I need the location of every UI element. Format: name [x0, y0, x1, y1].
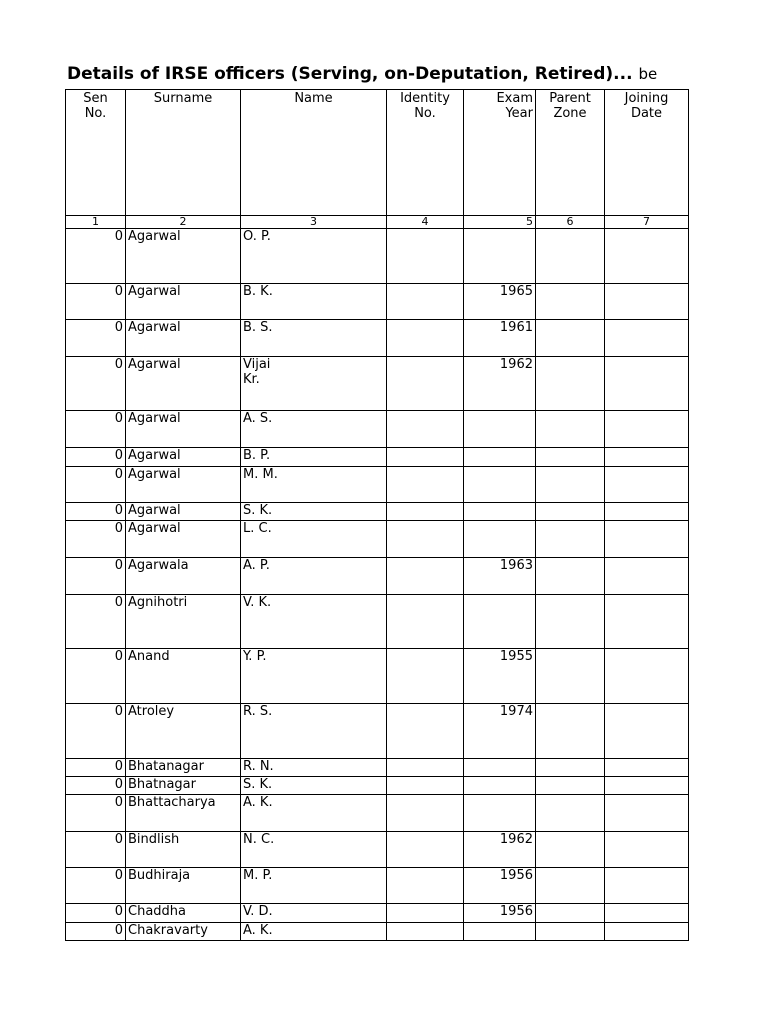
document-title — [67, 64, 690, 90]
sen-no-cell: 0 — [66, 759, 126, 777]
sen-no-cell: 0 — [66, 795, 126, 832]
surname-cell: Agarwal — [126, 503, 241, 521]
identity-no-cell — [387, 777, 464, 795]
table-row — [66, 759, 689, 777]
sen-no-cell: 0 — [66, 448, 126, 467]
header-exam-year: Exam Year — [464, 90, 536, 216]
parent-zone-cell — [536, 595, 605, 649]
surname-cell: Agarwal — [126, 521, 241, 558]
name-cell: B. K. — [241, 284, 387, 320]
sen-no-cell: 0 — [66, 357, 126, 411]
name-cell: L. C. — [241, 521, 387, 558]
joining-date-cell — [605, 503, 689, 521]
column-number: 2 — [126, 216, 241, 229]
exam-year-cell: 1962 — [464, 832, 536, 868]
joining-date-cell — [605, 777, 689, 795]
exam-year-cell — [464, 448, 536, 467]
header-surname: Surname — [126, 90, 241, 216]
title-tail: be — [638, 65, 658, 83]
sen-no-cell: 0 — [66, 868, 126, 904]
parent-zone-cell — [536, 777, 605, 795]
sen-no-cell: 0 — [66, 923, 126, 941]
exam-year-cell — [464, 229, 536, 284]
name-cell: A. S. — [241, 411, 387, 448]
joining-date-cell — [605, 521, 689, 558]
joining-date-cell — [605, 649, 689, 704]
joining-date-cell — [605, 868, 689, 904]
name-cell: A. K. — [241, 923, 387, 941]
sen-no-cell: 0 — [66, 777, 126, 795]
table-row — [66, 357, 689, 411]
surname-cell: Budhiraja — [126, 868, 241, 904]
parent-zone-cell — [536, 704, 605, 759]
parent-zone-cell — [536, 229, 605, 284]
identity-no-cell — [387, 904, 464, 923]
name-cell: B. P. — [241, 448, 387, 467]
sen-no-cell: 0 — [66, 320, 126, 357]
parent-zone-cell — [536, 923, 605, 941]
exam-year-cell — [464, 923, 536, 941]
surname-cell: Bindlish — [126, 832, 241, 868]
name-cell: R. N. — [241, 759, 387, 777]
identity-no-cell — [387, 795, 464, 832]
surname-cell: Atroley — [126, 704, 241, 759]
parent-zone-cell — [536, 448, 605, 467]
table-row — [66, 595, 689, 649]
parent-zone-cell — [536, 411, 605, 448]
table-row — [66, 320, 689, 357]
surname-cell: Agarwal — [126, 448, 241, 467]
name-cell: Y. P. — [241, 649, 387, 704]
officers-table — [65, 89, 689, 941]
joining-date-cell — [605, 904, 689, 923]
joining-date-cell — [605, 320, 689, 357]
parent-zone-cell — [536, 832, 605, 868]
joining-date-cell — [605, 357, 689, 411]
joining-date-cell — [605, 284, 689, 320]
surname-cell: Agarwal — [126, 411, 241, 448]
table-row — [66, 904, 689, 923]
table-row — [66, 558, 689, 595]
column-number: 4 — [387, 216, 464, 229]
exam-year-cell: 1963 — [464, 558, 536, 595]
surname-cell: Anand — [126, 649, 241, 704]
exam-year-cell: 1961 — [464, 320, 536, 357]
identity-no-cell — [387, 649, 464, 704]
parent-zone-cell — [536, 759, 605, 777]
table-row — [66, 521, 689, 558]
name-cell: N. C. — [241, 832, 387, 868]
sen-no-cell: 0 — [66, 704, 126, 759]
identity-no-cell — [387, 411, 464, 448]
table-row — [66, 503, 689, 521]
joining-date-cell — [605, 923, 689, 941]
exam-year-cell — [464, 795, 536, 832]
table-row — [66, 649, 689, 704]
joining-date-cell — [605, 795, 689, 832]
header-joining-date: Joining Date — [605, 90, 689, 216]
exam-year-cell — [464, 595, 536, 649]
parent-zone-cell — [536, 503, 605, 521]
sen-no-cell: 0 — [66, 904, 126, 923]
exam-year-cell: 1956 — [464, 868, 536, 904]
table-row — [66, 923, 689, 941]
surname-cell: Agarwal — [126, 284, 241, 320]
identity-no-cell — [387, 868, 464, 904]
identity-no-cell — [387, 229, 464, 284]
table-row — [66, 229, 689, 284]
sen-no-cell: 0 — [66, 503, 126, 521]
identity-no-cell — [387, 284, 464, 320]
parent-zone-cell — [536, 558, 605, 595]
identity-no-cell — [387, 448, 464, 467]
table-row — [66, 868, 689, 904]
surname-cell: Agarwal — [126, 357, 241, 411]
parent-zone-cell — [536, 868, 605, 904]
surname-cell: Agarwala — [126, 558, 241, 595]
title-text: Details of IRSE officers (Serving, on-Deputation, Retired)... — [67, 64, 633, 84]
surname-cell: Bhattacharya — [126, 795, 241, 832]
identity-no-cell — [387, 595, 464, 649]
parent-zone-cell — [536, 649, 605, 704]
sen-no-cell: 0 — [66, 649, 126, 704]
sen-no-cell: 0 — [66, 229, 126, 284]
identity-no-cell — [387, 503, 464, 521]
column-number: 5 — [464, 216, 536, 229]
name-cell: S. K. — [241, 503, 387, 521]
joining-date-cell — [605, 595, 689, 649]
name-cell: A. K. — [241, 795, 387, 832]
name-cell: R. S. — [241, 704, 387, 759]
column-number: 7 — [605, 216, 689, 229]
exam-year-cell: 1974 — [464, 704, 536, 759]
identity-no-cell — [387, 832, 464, 868]
parent-zone-cell — [536, 357, 605, 411]
table-row — [66, 704, 689, 759]
parent-zone-cell — [536, 904, 605, 923]
table-row — [66, 284, 689, 320]
name-cell: M. M. — [241, 467, 387, 503]
exam-year-cell: 1955 — [464, 649, 536, 704]
column-number: 6 — [536, 216, 605, 229]
surname-cell: Bhatanagar — [126, 759, 241, 777]
parent-zone-cell — [536, 795, 605, 832]
exam-year-cell: 1962 — [464, 357, 536, 411]
identity-no-cell — [387, 467, 464, 503]
exam-year-cell — [464, 467, 536, 503]
surname-cell: Bhatnagar — [126, 777, 241, 795]
sen-no-cell: 0 — [66, 595, 126, 649]
sen-no-cell: 0 — [66, 411, 126, 448]
name-cell: B. S. — [241, 320, 387, 357]
surname-cell: Agarwal — [126, 467, 241, 503]
name-cell: Vijai Kr. — [241, 357, 387, 411]
joining-date-cell — [605, 411, 689, 448]
identity-no-cell — [387, 704, 464, 759]
table-row — [66, 411, 689, 448]
sen-no-cell: 0 — [66, 832, 126, 868]
identity-no-cell — [387, 320, 464, 357]
table-row — [66, 832, 689, 868]
parent-zone-cell — [536, 320, 605, 357]
name-cell: V. D. — [241, 904, 387, 923]
joining-date-cell — [605, 229, 689, 284]
exam-year-cell: 1956 — [464, 904, 536, 923]
identity-no-cell — [387, 759, 464, 777]
header-identity-no: Identity No. — [387, 90, 464, 216]
header-row — [66, 90, 689, 216]
identity-no-cell — [387, 558, 464, 595]
column-number: 1 — [66, 216, 126, 229]
column-number-row — [66, 216, 689, 229]
joining-date-cell — [605, 759, 689, 777]
table-row — [66, 777, 689, 795]
column-number: 3 — [241, 216, 387, 229]
table-row — [66, 467, 689, 503]
sen-no-cell: 0 — [66, 284, 126, 320]
exam-year-cell — [464, 759, 536, 777]
header-sen-no: Sen No. — [66, 90, 126, 216]
joining-date-cell — [605, 558, 689, 595]
joining-date-cell — [605, 467, 689, 503]
joining-date-cell — [605, 832, 689, 868]
joining-date-cell — [605, 448, 689, 467]
exam-year-cell: 1965 — [464, 284, 536, 320]
surname-cell: Chakravarty — [126, 923, 241, 941]
surname-cell: Agarwal — [126, 320, 241, 357]
sen-no-cell: 0 — [66, 558, 126, 595]
exam-year-cell — [464, 411, 536, 448]
parent-zone-cell — [536, 467, 605, 503]
header-parent-zone: Parent Zone — [536, 90, 605, 216]
surname-cell: Agnihotri — [126, 595, 241, 649]
name-cell: O. P. — [241, 229, 387, 284]
parent-zone-cell — [536, 521, 605, 558]
surname-cell: Agarwal — [126, 229, 241, 284]
identity-no-cell — [387, 923, 464, 941]
exam-year-cell — [464, 503, 536, 521]
name-cell: V. K. — [241, 595, 387, 649]
header-name: Name — [241, 90, 387, 216]
name-cell: S. K. — [241, 777, 387, 795]
sen-no-cell: 0 — [66, 467, 126, 503]
identity-no-cell — [387, 357, 464, 411]
identity-no-cell — [387, 521, 464, 558]
name-cell: M. P. — [241, 868, 387, 904]
joining-date-cell — [605, 704, 689, 759]
name-cell: A. P. — [241, 558, 387, 595]
exam-year-cell — [464, 521, 536, 558]
parent-zone-cell — [536, 284, 605, 320]
exam-year-cell — [464, 777, 536, 795]
surname-cell: Chaddha — [126, 904, 241, 923]
sen-no-cell: 0 — [66, 521, 126, 558]
table-row — [66, 795, 689, 832]
table-row — [66, 448, 689, 467]
